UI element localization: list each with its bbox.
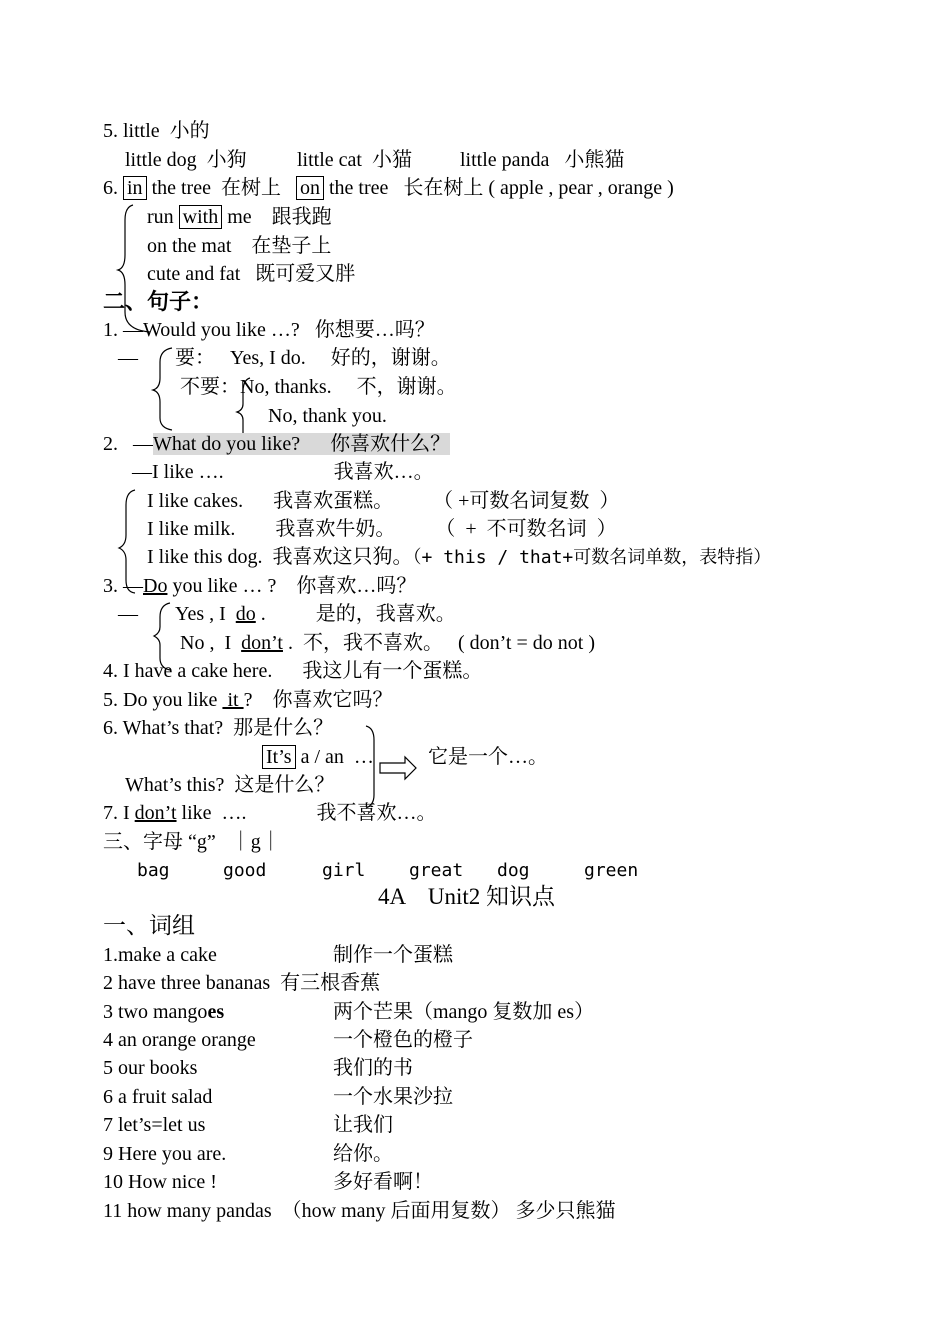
arrow-icon — [380, 757, 416, 779]
phrase-en: 11 how many pandas （how many 后面用复数） 多少只熊猫 — [103, 1200, 616, 1222]
highlight: What do you like? 你喜欢什么？ — [153, 433, 451, 455]
boxed-in: in — [123, 176, 147, 200]
line-5-little: 5. little 小的 — [103, 120, 210, 142]
text: No , I — [180, 632, 242, 654]
q3-yes — [175, 602, 456, 626]
q6-answer: 它是一个…。 — [428, 746, 548, 768]
q1-yes: 要： Yes, I do. 好的，谢谢。 — [175, 347, 451, 369]
underlined-it: it — [222, 689, 244, 711]
underlined-do: Do — [143, 575, 168, 597]
q2-question — [103, 432, 450, 456]
text: 5. Do you like — [103, 689, 223, 711]
text: you like … ? 你喜欢…吗？ — [167, 575, 417, 597]
g-word: good — [223, 860, 267, 881]
text: 7. I — [103, 802, 135, 824]
num: 6. — [103, 177, 118, 199]
phrase-en: 6 a fruit salad — [103, 1086, 213, 1108]
phrase-en: 9 Here you are. — [103, 1143, 227, 1165]
q2-milk: I like milk. 我喜欢牛奶。 （ + 不可数名词 ） — [147, 518, 617, 540]
q3-no — [180, 631, 595, 655]
brace-2 — [153, 348, 172, 430]
q6-its — [262, 745, 374, 769]
text: me 跟我跑 — [222, 206, 332, 228]
underlined: do — [235, 603, 256, 625]
line-little-panda: little panda 小熊猫 — [460, 149, 625, 171]
q1-no: 不要：No, thanks. 不，谢谢。 — [180, 376, 457, 398]
phrase-en: 10 How nice ! — [103, 1171, 217, 1193]
phrase-zh: 我们的书 — [333, 1057, 413, 1079]
boxed-its: It’s — [262, 745, 296, 769]
q3-question — [103, 574, 416, 598]
phrase-en: 2 have three bananas 有三根香蕉 — [103, 972, 381, 994]
text: . 是的，我喜欢。 — [255, 603, 456, 625]
q1-question: 1. —Would you like …? 你想要…吗？ — [103, 319, 435, 341]
q2-dog — [147, 545, 771, 570]
text: like …. 我不喜欢…。 — [176, 802, 437, 824]
g-word: green — [584, 860, 639, 881]
text: 3 two mango — [103, 1001, 208, 1023]
g-word: girl — [322, 860, 366, 881]
text: the tree 在树上 — [146, 177, 281, 199]
text: Yes , I — [175, 603, 236, 625]
line-little-cat: little cat 小猫 — [297, 149, 412, 171]
phrase-zh: 两个芒果（mango 复数加 es） — [333, 1001, 595, 1023]
phrase-zh: 给你。 — [333, 1143, 393, 1165]
text: ? 你喜欢它吗？ — [243, 689, 393, 711]
phrase-zh: 制作一个蛋糕 — [333, 944, 453, 966]
num: 2. — — [103, 433, 153, 455]
q3-dash: — — [118, 603, 138, 625]
text: the tree 长在树上 ( apple , pear , orange ) — [323, 177, 674, 199]
g-word: dog — [497, 860, 530, 881]
q1-no2: No, thank you. — [268, 405, 387, 427]
section-2-title: 二、句子： — [103, 289, 214, 314]
phrase-zh: 多好看啊！ — [333, 1171, 433, 1193]
q1-dash: — — [118, 347, 138, 369]
q4: 4. I have a cake here. 我这儿有一个蛋糕。 — [103, 660, 483, 682]
phrase-en: 4 an orange orange — [103, 1029, 256, 1051]
underlined: don’t — [134, 802, 177, 824]
section-3-title: 三、字母 “g” ｜g｜ — [103, 831, 281, 853]
phrase-en — [103, 1000, 224, 1024]
phrase-en: 5 our books — [103, 1057, 198, 1079]
phrase-zh: 一个橙色的橙子 — [333, 1029, 473, 1051]
g-word: great — [409, 860, 464, 881]
text: a / an … — [295, 746, 374, 768]
text: I like this dog. 我喜欢这只狗。 — [147, 546, 413, 568]
phrase-en: 1.make a cake — [103, 944, 217, 966]
boxed-on: on — [296, 176, 324, 200]
line-on-the-mat: on the mat 在垫子上 — [147, 235, 332, 257]
line-little-dog: little dog 小狗 — [125, 149, 247, 171]
num: 3. — — [103, 575, 143, 597]
phrase-zh: 一个水果沙拉 — [333, 1086, 453, 1108]
q6-this: What’s this? 这是什么？ — [125, 774, 335, 796]
unit2-heading: 4A Unit2 知识点 — [378, 884, 555, 909]
unit2-subheading: 一、词组 — [103, 913, 195, 938]
g-word: bag — [137, 860, 170, 881]
line-run-with-me — [147, 205, 332, 229]
q5 — [103, 688, 392, 712]
q6-that: 6. What’s that? 那是什么？ — [103, 717, 334, 739]
phrase-zh: 让我们 — [333, 1114, 393, 1136]
boxed-with: with — [179, 205, 223, 229]
line-6-in-on — [103, 176, 674, 200]
phrase-en: 7 let’s=let us — [103, 1114, 206, 1136]
line-cute-and-fat: cute and fat 既可爱又胖 — [147, 263, 356, 285]
text: . 不，我不喜欢。 ( don’t = do not ) — [282, 632, 595, 654]
q7 — [103, 801, 437, 825]
underlined: don’t — [241, 632, 283, 654]
text: run — [147, 206, 179, 228]
text: （+ this / that+可数名词单数，表特指） — [412, 547, 772, 568]
bold-es: es — [207, 1001, 225, 1023]
q2-cakes: I like cakes. 我喜欢蛋糕。 （ +可数名词复数 ） — [147, 490, 620, 512]
q2-answer: —I like …. 我喜欢…。 — [132, 461, 434, 483]
